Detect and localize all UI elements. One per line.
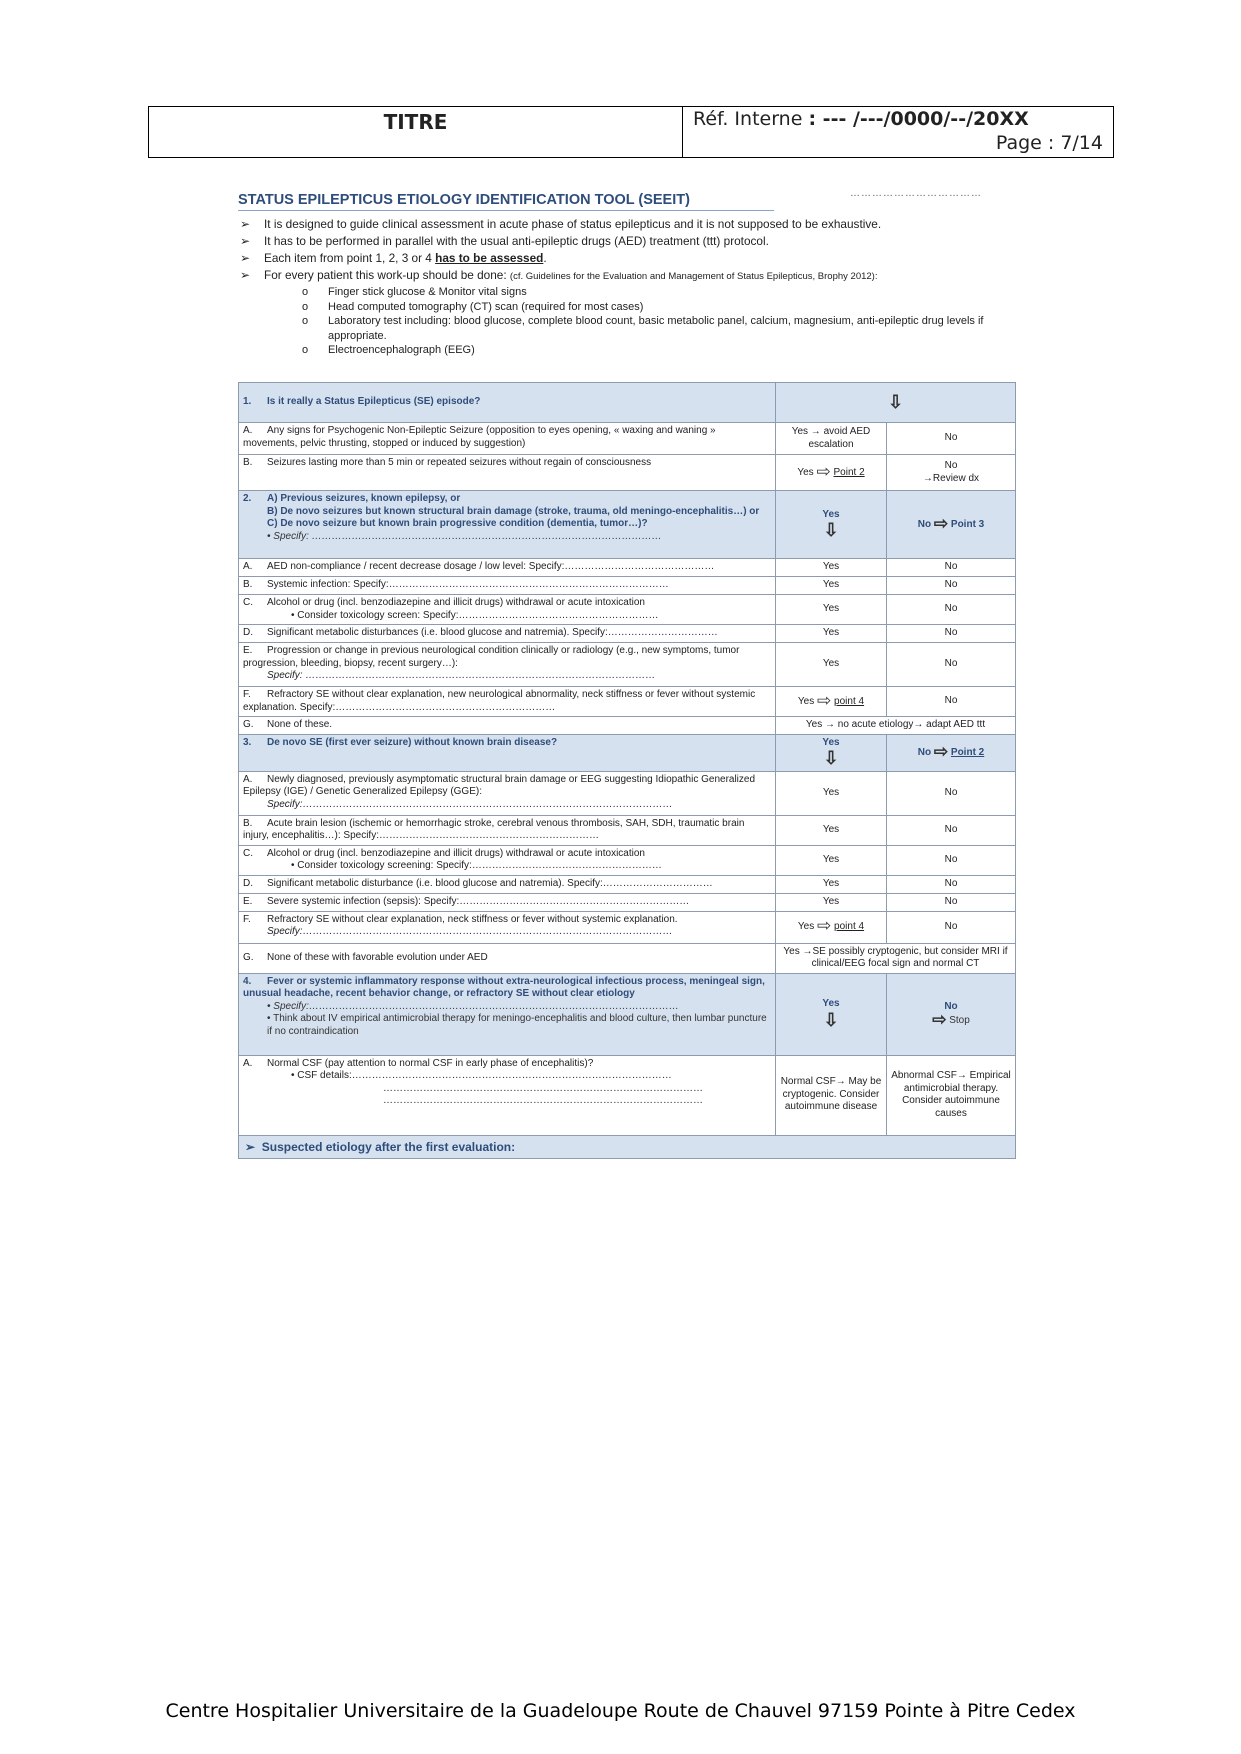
answer-result[interactable]: Yes →SE possibly cryptogenic, but consider MRI if clinical/EEG focal sign and normal CT [776, 943, 1016, 973]
workup-item: o Head computed tomography (CT) scan (required for most cases) [302, 300, 644, 313]
arrow-bullet-icon: ➢ [240, 234, 250, 248]
arrow-right-icon: ⇨ [933, 741, 949, 761]
table-row: C. Alcohol or drug (incl. benzodiazepine and illicit drugs) withdrawal or acute intoxication • Consider toxicology screening: Specify:………………………………………………… Yes No [239, 845, 1016, 875]
table-row: B. Systemic infection: Specify:………………………………………………………………………… Yes No [239, 577, 1016, 595]
answer-no[interactable]: Abnormal CSF→ Empirical antimicrobial therapy. Consider autoimmune causes [887, 1055, 1016, 1135]
answer-no[interactable]: No [887, 687, 1016, 717]
answer-no[interactable]: No [887, 893, 1016, 911]
seeit-table [238, 382, 1016, 1159]
answer-yes[interactable]: Yes [776, 559, 887, 577]
section-1-header: 1. Is it really a Status Epilepticus (SE) episode? ⇩ [239, 383, 1016, 423]
answer-no[interactable]: No [887, 815, 1016, 845]
intro-item: ➢ Each item from point 1, 2, 3 or 4 has to be assessed. [240, 251, 547, 265]
table-row: G. None of these with favorable evolution under AED Yes →SE possibly cryptogenic, but consider MRI if clinical/EEG focal sign and normal CT [239, 943, 1016, 973]
table-row: D. Significant metabolic disturbance (i.e. blood glucose and natremia). Specify:…………………………… Yes No [239, 875, 1016, 893]
workup-item: o Finger stick glucose & Monitor vital signs [302, 286, 527, 298]
answer-yes[interactable]: Yes ⇨ Point 2 [776, 455, 887, 491]
answer-no[interactable]: No [887, 643, 1016, 687]
answer-no[interactable]: No [887, 577, 1016, 595]
answer-result[interactable]: Yes → no acute etiology→ adapt AED ttt [776, 717, 1016, 735]
header-title: TITRE [149, 107, 683, 157]
answer-yes[interactable]: Yes [776, 595, 887, 625]
arrow-bullet-icon: ➢ [240, 251, 250, 265]
table-row: A. Normal CSF (pay attention to normal CSF in early phase of encephalitis)? • CSF details:…………………………………………………………………………………… …………………………………………………………………………………… …………………………………………………………………………………… Normal CSF→ May be cryptogenic. Consider autoimmune disease Abnormal CSF→ Empirical antimicrobial therapy. Consider autoimmune causes [239, 1055, 1016, 1135]
answer-no[interactable]: No [887, 911, 1016, 943]
arrow-bullet-icon: ➢ [245, 1139, 256, 1154]
answer-yes[interactable]: Yes [776, 577, 887, 595]
arrow-right-icon: ⇨ [932, 1009, 947, 1029]
arrow-down-icon: ⇩ [887, 391, 904, 412]
workup-item: o Electroencephalograph (EEG) [302, 344, 475, 356]
arrow-down-icon: ⇩ [823, 520, 839, 540]
table-row: A. AED non-compliance / recent decrease dosage / low level: Specify:……………………………………… Yes No [239, 559, 1016, 577]
intro-item: ➢ It has to be performed in parallel with the usual anti-epileptic drugs (AED) treatment (ttt) protocol. [240, 234, 769, 248]
answer-no[interactable]: No [887, 423, 1016, 455]
table-row: A. Newly diagnosed, previously asymptomatic structural brain damage or EEG suggesting Idiopathic Generalized Epilepsy (IGE) / Genetic Generalized Epilepsy (GGE): Specify:………………………………………………………………………………………………… Yes No [239, 771, 1016, 815]
document-header [148, 106, 1114, 158]
table-row: B. Acute brain lesion (ischemic or hemorrhagic stroke, cerebral venous thrombosis, SAH, SDH, traumatic brain injury, encephalitis…): Specify:………………………………………………………… Yes No [239, 815, 1016, 845]
answer-yes[interactable]: Yes [776, 845, 887, 875]
arrow-right-icon: ⇨ [817, 690, 832, 710]
answer-yes[interactable]: Normal CSF→ May be cryptogenic. Consider autoimmune disease [776, 1055, 887, 1135]
answer-no[interactable]: No [887, 845, 1016, 875]
answer-yes[interactable]: Yes → avoid AED escalation [776, 423, 887, 455]
answer-yes[interactable]: Yes [776, 875, 887, 893]
answer-no[interactable]: No [887, 875, 1016, 893]
answer-no[interactable]: No [887, 559, 1016, 577]
table-row: A. Any signs for Psychogenic Non-Epileptic Seizure (opposition to eyes opening, « waxing and waning » movements, pelvic thrusting, stopped or induced by suggestion) Yes → avoid AED escalation No [239, 423, 1016, 455]
answer-yes[interactable]: Yes ⇩ [776, 491, 887, 559]
workup-item: o Laboratory test including: blood glucose, complete blood count, basic metabolic panel, calcium, magnesium, anti-epileptic drug levels if appropriate. [302, 315, 984, 342]
ref-value: : --- /---/0000/--/20XX [808, 108, 1029, 130]
answer-no[interactable]: No [887, 625, 1016, 643]
section-4-header: 4. Fever or systemic inflammatory response without extra-neurological infectious process, meningeal sign, unusual headache, recent behavior change, or refractory SE without clear etiology • Specify:………………………………………………………………………………………………… • Think about IV empirical antimicrobial therapy for meningo-encephalitis and blood culture, then lumbar puncture if no contraindication Yes ⇩ No ⇨ Stop [239, 973, 1016, 1055]
answer-no[interactable]: No [887, 771, 1016, 815]
table-row: G. None of these. Yes → no acute etiology→ adapt AED ttt [239, 717, 1016, 735]
answer-yes[interactable]: Yes [776, 815, 887, 845]
top-dotted-line: ……………………………… [850, 188, 982, 199]
table-row: E. Severe systemic infection (sepsis): Specify:…………………………………………………………… Yes No [239, 893, 1016, 911]
seeit-form [238, 188, 1015, 1154]
intro-list [238, 216, 1015, 358]
answer-yes[interactable]: Yes ⇨ point 4 [776, 911, 887, 943]
answer-no[interactable]: No ⇨ Point 2 [887, 734, 1016, 771]
answer-no[interactable]: No →Review dx [887, 455, 1016, 491]
arrow-right-icon: ⇨ [816, 461, 831, 481]
answer-yes[interactable]: Yes ⇩ [776, 973, 887, 1055]
page-footer: Centre Hospitalier Universitaire de la Guadeloupe Route de Chauvel 97159 Pointe à Pitre Cedex [165, 1700, 1076, 1722]
answer-no[interactable]: No [887, 595, 1016, 625]
answer-yes[interactable]: Yes [776, 893, 887, 911]
arrow-down-icon: ⇩ [823, 1009, 839, 1030]
ref-label: Réf. Interne [693, 108, 803, 130]
intro-item: ➢ It is designed to guide clinical assessment in acute phase of status epilepticus and it is not supposed to be exhaustive. [240, 217, 882, 231]
arrow-down-icon: ⇩ [823, 748, 839, 768]
page-number: Page : 7/14 [995, 132, 1103, 154]
table-row: E. Progression or change in previous neurological condition clinically or radiology (e.g., new symptoms, tumor progression, bleeding, biopsy, recent surgery…): Specify: …………………………………………………………………………………………… Yes No [239, 643, 1016, 687]
table-row: B. Seizures lasting more than 5 min or repeated seizures without regain of consciousness Yes ⇨ Point 2 No →Review dx [239, 455, 1016, 491]
arrow-bullet-icon: ➢ [240, 217, 250, 231]
header-reference [683, 107, 1113, 157]
answer-yes[interactable]: Yes ⇨ point 4 [776, 687, 887, 717]
answer-no[interactable]: No ⇨ Stop [887, 973, 1016, 1055]
suspected-etiology-row: ➢ Suspected etiology after the first evaluation: [239, 1135, 1016, 1159]
table-row: F. Refractory SE without clear explanation, new neurological abnormality, neck stiffness or fever without systemic explanation. Specify:………………………………………………………… Yes ⇨ point 4 No [239, 687, 1016, 717]
answer-yes[interactable]: Yes ⇩ [776, 734, 887, 771]
section-3-header: 3. De novo SE (first ever seizure) without known brain disease? Yes ⇩ No ⇨ Point 2 [239, 734, 1016, 771]
section-2-header: 2. A) Previous seizures, known epilepsy, or B) De novo seizures but known structural brain damage (stroke, trauma, old meningo-encephalitis…) or C) De novo seizure but known brain progressive condition (dementia, tumor…)? • Specify: …………………………………………………………………………………………… Yes ⇩ No ⇨ Point 3 [239, 491, 1016, 559]
answer-yes[interactable]: Yes [776, 771, 887, 815]
table-row: D. Significant metabolic disturbances (i.e. blood glucose and natremia). Specify:…………………………… Yes No [239, 625, 1016, 643]
answer-no[interactable]: No ⇨ Point 3 [887, 491, 1016, 559]
table-row: F. Refractory SE without clear explanation, neck stiffness or fever without systemic explanation. Specify:………………………………………………………………………………………………… Yes ⇨ point 4 No [239, 911, 1016, 943]
arrow-bullet-icon: ➢ [240, 268, 250, 282]
arrow-right-icon: ⇨ [933, 513, 949, 533]
answer-yes[interactable]: Yes [776, 643, 887, 687]
table-row: C. Alcohol or drug (incl. benzodiazepine and illicit drugs) withdrawal or acute intoxication • Consider toxicology screen: Specify:…………………………………………………… Yes No [239, 595, 1016, 625]
workup-list [264, 285, 1015, 358]
arrow-right-icon: ⇨ [817, 916, 832, 936]
answer-yes[interactable]: Yes [776, 625, 887, 643]
intro-item: ➢ For every patient this work-up should be done: (cf. Guidelines for the Evaluation and Management of Status Epilepticus, Brophy 2012): o Finger stick glucose & Monitor vital signs o Head computed tomography (CT) scan (required for most cases) o Laboratory test including: blood glucose, complete blood count, basic metabolic panel, calcium, magnesium, anti-epileptic drug levels if appropriate. o Electroencephalograph (EEG) [238, 267, 1015, 358]
form-title: STATUS EPILEPTICUS ETIOLOGY IDENTIFICATION TOOL (SEEIT) [238, 192, 774, 211]
